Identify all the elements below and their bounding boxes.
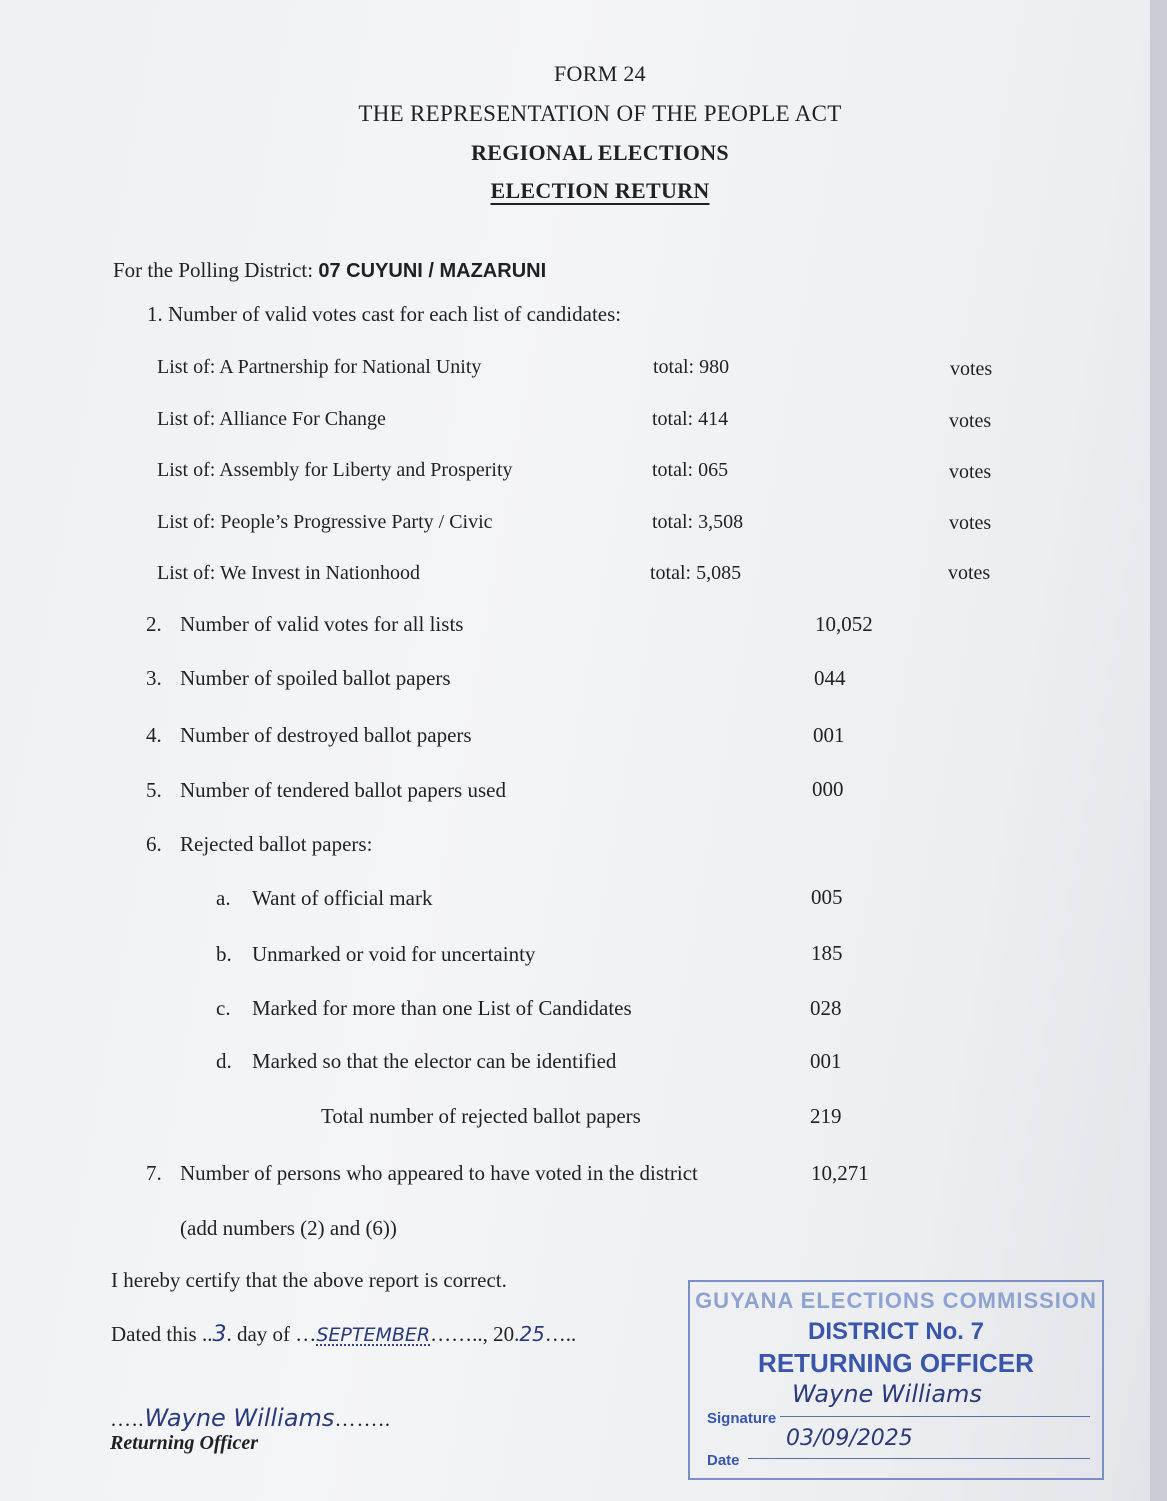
item-label: Number of persons who appeared to have voted in the district: [180, 1161, 698, 1185]
item-note: (add numbers (2) and (6)): [180, 1216, 397, 1240]
dated-end: …..: [544, 1322, 577, 1346]
item-value: 10,052: [815, 612, 873, 636]
sub-value: 028: [810, 996, 842, 1020]
dated-mid: . day of …: [226, 1322, 317, 1346]
item-label: Number of valid votes for all lists: [180, 612, 464, 636]
sub-label: Unmarked or void for uncertainty: [252, 942, 536, 966]
item-number: 3.: [146, 666, 162, 690]
district-label: For the Polling District:: [113, 258, 314, 282]
dated-sep: …….., 20.: [430, 1322, 520, 1346]
signature-line: [110, 1404, 391, 1432]
list-unit: votes: [949, 512, 992, 534]
item-label: Number of spoiled ballot papers: [180, 666, 451, 690]
rejected-total-value: 219: [810, 1104, 842, 1128]
item-number: 7.: [146, 1161, 162, 1185]
list-name: List of: We Invest in Nationhood: [157, 562, 420, 584]
certification-text: I hereby certify that the above report is correct.: [111, 1268, 507, 1292]
sub-label: Want of official mark: [252, 886, 433, 910]
sub-letter: d.: [216, 1049, 232, 1073]
item-value: 10,271: [811, 1161, 869, 1185]
stamp-date-line: [748, 1458, 1090, 1459]
list-unit: votes: [949, 410, 992, 432]
item-value: 000: [812, 777, 844, 801]
signature-role: Returning Officer: [110, 1432, 258, 1454]
list-total: total: 3,508: [652, 511, 744, 533]
item-value: 001: [813, 723, 845, 747]
item-value: 044: [814, 666, 846, 690]
section-1-heading: 1. Number of valid votes cast for each list of candidates:: [147, 302, 622, 326]
sub-letter: c.: [216, 996, 231, 1020]
election-type: REGIONAL ELECTIONS: [471, 140, 729, 165]
list-unit: votes: [949, 461, 992, 483]
stamp-signature-label: Signature: [707, 1410, 777, 1427]
list-name: List of: People’s Progressive Party / Civic: [157, 511, 493, 533]
list-name: List of: Assembly for Liberty and Prosperity: [157, 459, 513, 481]
sub-value: 185: [811, 941, 843, 965]
dated-month: SEPTEMBER: [316, 1324, 431, 1346]
district-value: 07 CUYUNI / MAZARUNI: [318, 260, 547, 282]
list-total: total: 065: [652, 459, 729, 481]
sub-value: 005: [811, 885, 843, 909]
sub-letter: b.: [216, 942, 232, 966]
district-line: [113, 258, 546, 283]
item-number: 4.: [146, 723, 162, 747]
signature-dots: …..: [110, 1407, 145, 1431]
stamp-organization: GUYANA ELECTIONS COMMISSION: [695, 1288, 1097, 1313]
list-unit: votes: [950, 358, 993, 380]
dated-year: 25: [519, 1322, 545, 1346]
item-label: Rejected ballot papers:: [180, 832, 373, 856]
dated-day: 3: [212, 1322, 227, 1347]
signature-dots: ……..: [334, 1407, 391, 1431]
list-total: total: 414: [652, 408, 729, 430]
stamp-office: RETURNING OFFICER: [758, 1348, 1034, 1378]
sub-letter: a.: [216, 886, 231, 910]
item-label: Number of tendered ballot papers used: [180, 778, 506, 802]
sub-label: Marked so that the elector can be identified: [252, 1049, 617, 1073]
stamp-date-handwriting: 03/09/2025: [786, 1426, 913, 1451]
dated-prefix: Dated this ..: [111, 1322, 213, 1346]
item-number: 5.: [146, 778, 162, 802]
stamp-signature-line: [780, 1416, 1090, 1417]
list-total: total: 980: [653, 356, 730, 378]
form-number: FORM 24: [554, 61, 646, 86]
act-title: THE REPRESENTATION OF THE PEOPLE ACT: [358, 101, 842, 126]
list-unit: votes: [948, 562, 991, 584]
signature-handwriting: Wayne Williams: [144, 1404, 335, 1432]
sub-label: Marked for more than one List of Candidates: [252, 996, 632, 1020]
stamp-signature-handwriting: Wayne Williams: [792, 1380, 982, 1408]
list-name: List of: A Partnership for National Unity: [157, 356, 482, 378]
stamp-district: DISTRICT No. 7: [807, 1318, 984, 1345]
stamp-date-label: Date: [707, 1452, 740, 1469]
official-stamp: [688, 1280, 1104, 1480]
page-title: ELECTION RETURN: [490, 178, 710, 203]
rejected-total-label: Total number of rejected ballot papers: [321, 1104, 641, 1128]
item-label: Number of destroyed ballot papers: [180, 723, 472, 747]
item-number: 6.: [146, 832, 162, 856]
dated-line: [111, 1322, 576, 1347]
item-number: 2.: [146, 612, 162, 636]
list-name: List of: Alliance For Change: [157, 408, 386, 430]
background-surface: [1150, 0, 1167, 1501]
sub-value: 001: [810, 1049, 842, 1073]
list-total: total: 5,085: [650, 562, 742, 584]
